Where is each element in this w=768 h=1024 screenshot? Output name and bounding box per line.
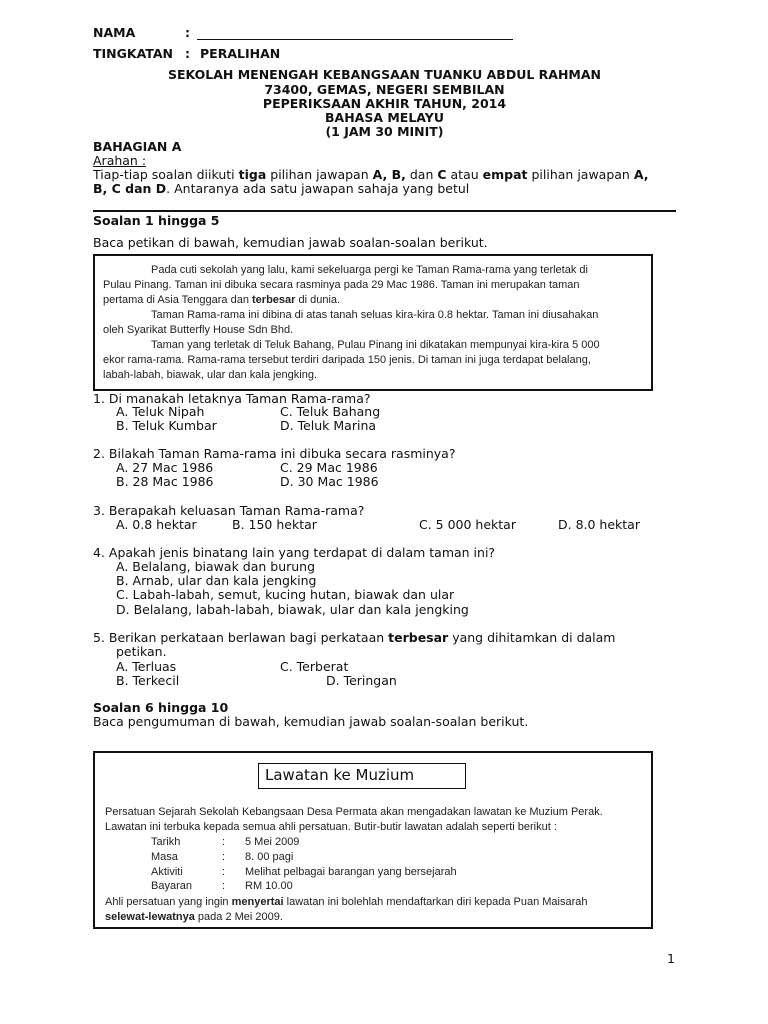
q3-option-b[interactable]: B. 150 hektar: [232, 517, 317, 532]
notice-row-value: Melihat pelbagai barangan yang bersejarah: [245, 866, 457, 878]
q4-option-b[interactable]: B. Arnab, ular dan kala jengking: [116, 573, 317, 588]
q1-option-b[interactable]: B. Teluk Kumbar: [116, 418, 217, 433]
question-5-stem-cont: petikan.: [116, 644, 167, 659]
notice-box: [93, 751, 653, 929]
notice-row-value: 8. 00 pagi: [245, 851, 294, 863]
page-number: 1: [667, 951, 675, 966]
passage-line: Taman Rama-rama ini dibina di atas tanah seluas kira-kira 0.8 hektar. Taman ini diusahakan: [151, 309, 599, 321]
question-5-stem: 5. Berikan perkataan berlawan bagi perkataan terbesar yang dihitamkan di dalam: [93, 630, 616, 645]
exam-title: PEPERIKSAAN AKHIR TAHUN, 2014: [262, 96, 507, 111]
q5-option-c[interactable]: C. Terberat: [280, 659, 349, 674]
notice-row-colon: :: [222, 851, 226, 863]
tingkatan-colon: :: [185, 46, 190, 61]
question-2-stem: 2. Bilakah Taman Rama-rama ini dibuka secara rasminya?: [93, 446, 456, 461]
q1-option-c[interactable]: C. Teluk Bahang: [280, 404, 381, 419]
question-4-stem: 4. Apakah jenis binatang lain yang terdapat di dalam taman ini?: [93, 545, 496, 560]
q2-option-c[interactable]: C. 29 Mac 1986: [280, 460, 378, 475]
passage-line: labah-labah, biawak, ular dan kala jengking.: [103, 369, 318, 381]
question-1-stem: 1. Di manakah letaknya Taman Rama-rama?: [93, 391, 371, 406]
q2-option-b[interactable]: B. 28 Mac 1986: [116, 474, 214, 489]
instruction-line-2: B, C dan D. Antaranya ada satu jawapan sahaja yang betul: [93, 181, 470, 196]
q2-option-d[interactable]: D. 30 Mac 1986: [280, 474, 379, 489]
q3-option-a[interactable]: A. 0.8 hektar: [116, 517, 197, 532]
notice-row-colon: :: [222, 880, 226, 892]
notice-footer-line: selewat-lewatnya pada 2 Mei 2009.: [105, 911, 283, 923]
notice-row-label: Bayaran: [151, 880, 192, 892]
school-address: 73400, GEMAS, NEGERI SEMBILAN: [264, 82, 505, 97]
notice-row-value: RM 10.00: [245, 880, 293, 892]
passage-line: Pulau Pinang. Taman ini dibuka secara rasminya pada 29 Mac 1986. Taman ini merupakan taman: [103, 279, 580, 291]
q4-option-a[interactable]: A. Belalang, biawak dan burung: [116, 559, 316, 574]
q4-option-d[interactable]: D. Belalang, labah-labah, biawak, ular dan kala jengking: [116, 602, 469, 617]
group2-instruction: Baca pengumuman di bawah, kemudian jawab soalan-soalan berikut.: [93, 714, 529, 729]
school-name: SEKOLAH MENENGAH KEBANGSAAN TUANKU ABDUL RAHMAN: [167, 67, 602, 82]
group1-instruction: Baca petikan di bawah, kemudian jawab soalan-soalan berikut.: [93, 235, 488, 250]
section-divider: [93, 210, 676, 212]
q1-option-d[interactable]: D. Teluk Marina: [280, 418, 377, 433]
notice-row-label: Masa: [151, 851, 178, 863]
notice-body-line: Persatuan Sejarah Sekolah Kebangsaan Desa Permata akan mengadakan lawatan ke Muzium Perak.: [105, 806, 603, 818]
question-3-stem: 3. Berapakah keluasan Taman Rama-rama?: [93, 503, 365, 518]
notice-row-label: Aktiviti: [151, 866, 183, 878]
notice-title: Lawatan ke Muzium: [258, 763, 466, 789]
notice-body-line: Lawatan ini terbuka kepada semua ahli persatuan. Butir-butir lawatan adalah seperti berikut :: [105, 821, 557, 833]
passage-line: Pada cuti sekolah yang lalu, kami sekeluarga pergi ke Taman Rama-rama yang terletak di: [151, 264, 588, 276]
section-heading: BAHAGIAN A: [93, 139, 182, 154]
notice-row-label: Tarikh: [151, 836, 181, 848]
group1-heading: Soalan 1 hingga 5: [93, 213, 220, 228]
passage-line: Taman yang terletak di Teluk Bahang, Pulau Pinang ini dikatakan mempunyai kira-kira 5 000: [151, 339, 600, 351]
notice-footer-line: Ahli persatuan yang ingin menyertai lawatan ini bolehlah mendaftarkan diri kepada Puan Maisarah: [105, 896, 588, 908]
instruction-line-1: Tiap-tiap soalan diikuti tiga pilihan jawapan A, B, dan C atau empat pilihan jawapan A,: [93, 167, 649, 182]
group2-heading: Soalan 6 hingga 10: [93, 700, 229, 715]
passage-line: ekor rama-rama. Rama-rama tersebut terdiri daripada 150 jenis. Di taman ini juga terdapat belalang,: [103, 354, 591, 366]
q5-option-b[interactable]: B. Terkecil: [116, 673, 180, 688]
tingkatan-value: PERALIHAN: [200, 46, 281, 61]
q4-option-c[interactable]: C. Labah-labah, semut, kucing hutan, biawak dan ular: [116, 587, 455, 602]
nama-label: NAMA: [93, 25, 136, 40]
q1-option-a[interactable]: A. Teluk Nipah: [116, 404, 205, 419]
passage-line: pertama di Asia Tenggara dan terbesar di dunia.: [103, 294, 341, 306]
tingkatan-label: TINGKATAN: [93, 46, 173, 61]
passage-line: oleh Syarikat Butterfly House Sdn Bhd.: [103, 324, 294, 336]
q3-option-c[interactable]: C. 5 000 hektar: [419, 517, 516, 532]
nama-colon: :: [185, 25, 190, 40]
notice-row-value: 5 Mei 2009: [245, 836, 300, 848]
passage-box: [93, 254, 653, 391]
nama-blank-line[interactable]: [197, 39, 513, 40]
subject-title: BAHASA MELAYU: [325, 110, 444, 125]
notice-row-colon: :: [222, 866, 226, 878]
notice-row-colon: :: [222, 836, 226, 848]
q2-option-a[interactable]: A. 27 Mac 1986: [116, 460, 214, 475]
q3-option-d[interactable]: D. 8.0 hektar: [558, 517, 640, 532]
q5-option-d[interactable]: D. Teringan: [326, 673, 397, 688]
exam-duration: (1 JAM 30 MINIT): [325, 124, 444, 139]
arahan-label: Arahan :: [93, 153, 147, 168]
q5-option-a[interactable]: A. Terluas: [116, 659, 177, 674]
